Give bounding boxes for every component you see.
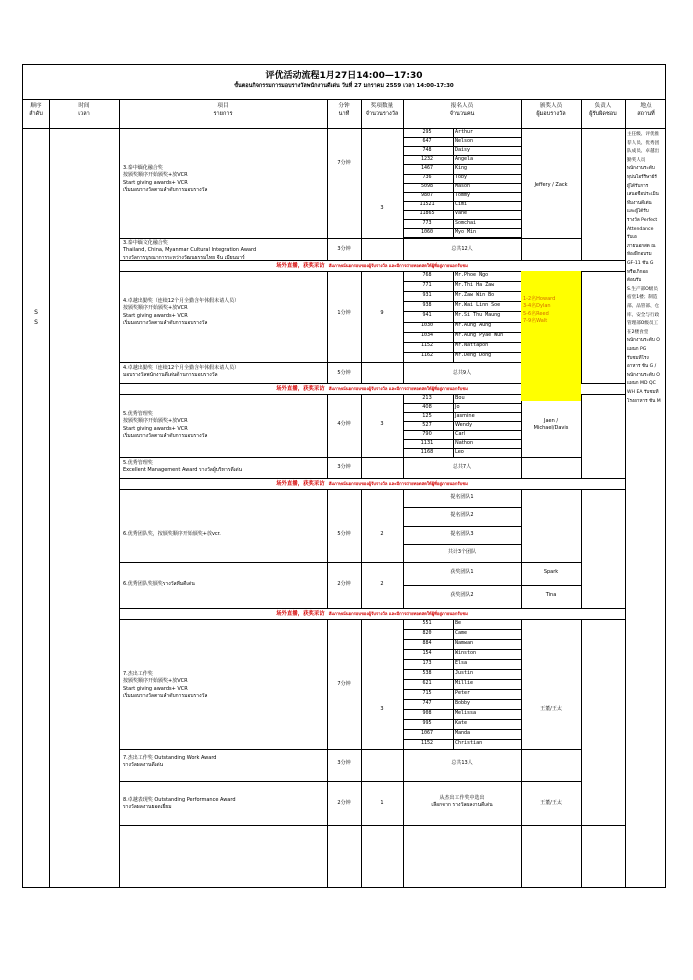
grid-vline [361,489,362,608]
minutes: 5分钟 [337,531,351,537]
name-label: Mr.Aung Aung [455,322,492,328]
presenter: 王董/王太 [540,800,562,806]
grid-vline [327,128,328,260]
item-text-line: Excellent Management Award รางวัลผู้บริหารดีเด่น [123,467,243,474]
presenter: Michael/Davis [533,425,569,432]
page-title: 评优活动流程1月27日14:00—17:30 [265,71,423,81]
seq-value: S [34,319,38,326]
location-line: 管理部O级员工 [627,321,659,327]
name-label: Somchai [455,219,477,226]
name-label: Nathon [455,439,474,446]
grid-vline [453,271,454,362]
location-line: ทีมงานดีเด่น [627,200,652,206]
name-label: Carl [455,430,465,437]
name-label: Nelson [455,137,474,144]
name-id: 11865 [419,210,435,217]
location-line: 队成员、卓越出 [627,149,660,155]
name-id: 820 [422,629,432,636]
team-label: 获奖团队2 [450,592,474,598]
names-note: เลือกจาก รางวัลผลงานดีเด่น [431,802,493,809]
name-label: Mr.Thi Ha Zaw [455,281,495,288]
name-label: Leo [455,448,464,455]
location-line: GF-11 ชั้น G [627,261,654,266]
name-label: Mr.Aung Pyae Wun [455,332,504,339]
name-label: Came [455,629,468,636]
item-text-line: เริ่มมอบรางวัลตามลำดับการมอบรางวัล [123,693,208,700]
header-names: 报名人员 จำนวนคน [449,103,475,117]
live-interview-label: 场外直播，获奖采访 สัมภาษณ์นอกรอบของผู้รับรางวัล และมีการถ่ายทอดสดให้ผู้ที่อยู่ภายนอกรับชม [276,480,468,487]
name-id: 1467 [420,164,434,171]
name-label: Mason [455,183,471,190]
grid-vline [625,99,626,128]
team-label: 获奖团队1 [450,569,474,575]
name-id: 1030 [420,322,434,328]
grid-hline [119,362,581,363]
presenter: Spark [543,569,559,575]
minutes: 3分钟 [337,760,351,766]
name-label: Myo Min [455,228,477,235]
item-text-line: 5.优秀管理奖 [123,460,153,466]
item-text-line: 6.优秀团队奖，按颁奖顺序开始颁奖+放vcr. [123,531,221,537]
name-id: 771 [422,281,432,288]
location-line: WH EA รับชมที่ [627,390,659,395]
grid-hline [119,781,581,782]
grid-hline [119,489,625,490]
name-id: 1162 [420,352,434,359]
item-text-line: 按颁奖顺序开始颁奖+放VCR [123,418,188,425]
name-id: 941 [422,311,432,318]
grid-vline [521,394,522,478]
minutes: 3分钟 [337,464,351,470]
name-id: 551 [422,619,432,626]
grid-vline [581,128,582,260]
item-text-line: 按颁奖顺序开始颁奖+放VCR [123,172,188,179]
page-subtitle: ขั้นตอนกิจกรรมการมอบรางวัลพนักงานดีเด่น วันที่ 27 มกราคม 2559 เวลา 14:00-17:30 [234,83,454,89]
name-id: 125 [422,412,432,419]
name-id: 931 [422,291,432,298]
team-label: 共计3个团队 [447,548,477,555]
presenter: 王董/王太 [540,706,562,712]
location-line: ผู้ได้รับการ [627,183,649,189]
schedule-page [22,64,666,888]
name-label: Peter [455,689,471,696]
grid-vline [521,619,522,888]
minutes: 5分钟 [337,370,351,376]
grid-hline [119,619,625,620]
presenter: Jaen / [543,418,559,424]
name-label: Toby [455,174,468,180]
header-owner: 负责人 ผู้รับผิดชอบ [589,103,617,117]
location-line: รับชมที่โรง [627,355,649,361]
award-count: 2 [380,581,384,587]
grid-vline [521,99,522,128]
name-id: 790 [422,430,432,437]
name-label: Mr.Wai Linn Soe [455,301,501,308]
total-count: 总共7人 [452,464,472,470]
grid-hline [119,749,581,750]
name-label: Kate [455,719,468,726]
name-id: 747 [422,699,432,706]
name-id: 9807 [420,192,434,199]
grid-hline [403,544,521,545]
name-id: 1152 [420,342,434,349]
location-line: และผู้ได้รับ [627,209,649,215]
item-text-line: มอบรางวัลพนักงานดีเด่นด้านการมอบรางวัล [123,372,218,379]
minutes: 2分钟 [337,581,351,587]
total-count: 总共13人 [451,760,473,766]
name-id: 715 [422,689,432,696]
grid-hline [119,238,581,239]
item-text-line: 5.优秀管理奖 [123,411,153,417]
location-line: ต้อนรับ [627,278,642,284]
name-id: 154 [422,649,432,656]
location-line: แผนก MD QC [627,381,656,387]
item-text-line: เริ่มมอบรางวัลตามลำดับการมอบรางวัล [123,433,208,440]
team-label: 提名团队1 [450,494,474,500]
item-text-line: 6.优秀团队奖颁奖รางวัลทีมดีเด่น [123,581,195,587]
item-text-line: 7.杰出工作奖 [123,671,153,677]
grid-vline [327,99,328,128]
name-label: Manda [455,729,471,736]
location-line: 库、安全与行政 [627,312,660,318]
name-id: 11521 [419,201,435,208]
location-line: Attendance [627,226,654,232]
item-text-line: รางวัลผลงานดีเด่น [123,762,164,769]
award-count: 3 [380,205,384,211]
minutes: 7分钟 [337,681,351,687]
presenter-line: 7-9名Walt [523,318,548,325]
item-text-line: 4.卓越出勤奖（连续12个月全勤含年休假未请人员） [123,298,240,304]
name-id: 1131 [420,439,434,446]
grid-hline [403,507,521,508]
grid-vline [581,99,582,128]
name-id: 1060 [420,228,434,235]
location-line: 荐人员、优秀团 [627,140,660,146]
name-label: Vane [455,210,468,217]
name-label: Namwan [455,639,474,646]
name-label: Angela [455,155,474,162]
name-label: Arthur [455,128,474,135]
header-location: 地点 สถานที่ [637,103,655,117]
header-item: 项目 รายการ [213,103,233,117]
header-time: 时间 เวลา [78,103,90,117]
name-label: Be [455,619,462,626]
name-label: Jasmine [455,412,475,419]
item-text-line: Thailand, China, Myanmar Cultural Integration Award [123,247,257,254]
grid-vline [361,99,362,128]
minutes: 1分钟 [337,310,351,316]
header-count: 奖项数量 จำนวนรางวัล [365,103,399,117]
header-seq: 顺序 ลำดับ [29,103,43,117]
location-line: รางวัล Perfect [627,218,658,223]
total-count: 总共9人 [452,370,472,376]
name-label: Millie [455,679,474,686]
grid-vline [361,394,362,478]
location-line: S.生产部O级员 [627,286,658,292]
grid-vline [453,128,454,237]
name-id: 1168 [420,448,434,455]
name-label: Mr.Si Thu Maung [455,311,501,318]
minutes: 2分钟 [337,800,351,806]
location-line: พนักงานระดับ [627,166,655,172]
name-label: Mr.Zaw Win Bo [455,291,495,298]
seq-value: S [34,309,38,316]
name-label: Jo [455,403,460,410]
item-text-line: Start giving awards+ VCR [123,425,188,432]
name-id: 621 [422,679,432,686]
name-id: 995 [422,719,432,726]
item-text-line: 按颁奖顺序开始颁奖+放VCR [123,678,188,685]
location-line: 在2楼食堂 [627,329,649,335]
grid-hline [119,825,625,826]
location-line: เสนอชื่อประเมิน [627,192,659,198]
item-text-line: 3.泰中缅化融合奖 [123,165,163,171]
presenter-line: 1-2名Howard [523,296,556,302]
grid-vline [581,489,582,608]
minutes: 3分钟 [337,246,351,252]
award-count: 3 [380,421,384,427]
item-text-line: 3.泰中缅文化融合奖 [123,240,168,246]
item-text-line: เริ่มมอบรางวัลตามลำดับการมอบรางวัล [123,320,208,327]
location-line: หรือเก็กออ [627,269,648,275]
name-id: 173 [422,659,432,666]
location-line: พนักงานระดับ O [627,372,660,378]
header-minutes: 分钟 นาที [338,103,350,117]
name-id: 884 [422,639,432,646]
name-label: Wendy [455,421,473,428]
name-id: 773 [422,219,432,226]
award-count: 2 [380,531,384,537]
grid-vline [327,489,328,608]
location-line: รับเอ [627,235,637,241]
presenter: Jeffery / Zack [534,182,568,188]
grid-hline [403,526,521,527]
name-id: 768 [422,271,432,278]
item-text-line: 按颁奖顺序开始颁奖+放VCR [123,305,188,312]
live-interview-label: 场外直播，获奖采访 สัมภาษณ์นอกรอบของผู้รับรางวัล และมีการถ่ายทอดสดให้ผู้ที่อยู่ภายนอกรับชม [276,262,468,269]
name-label: Bou [455,394,465,401]
name-id: 5098 [420,183,434,190]
grid-hline [403,585,581,586]
item-text-line: Start giving awards+ VCR [123,312,188,319]
location-line: พนักงานระดับ O [627,338,660,344]
live-interview-label: 场外直播，获奖采访 สัมภาษณ์นอกรอบของผู้รับรางวัล และมีการถ่ายทอดสดให้ผู้ที่อยู่ภายนอกรับชม [276,385,468,392]
name-label: Winston [455,649,477,656]
presenter-line: 5-6名Reed [523,310,549,317]
presenter-line: 3-4名Dylan [523,303,551,310]
grid-vline [453,394,454,457]
award-count: 9 [380,310,384,316]
location-line: 勤奖人员 [627,157,646,163]
grid-vline [521,489,522,608]
name-label: Mr.Nattapon [455,342,489,349]
live-interview-label: 场外直播，获奖采访 สัมภาษณ์นอกรอบของผู้รับรางวัล และมีการถ่ายทอดสดให้ผู้ที่อยู่ภายนอกรับชม [276,610,468,617]
minutes: 7分钟 [337,160,351,166]
presenter: Tina [545,592,557,598]
grid-vline [361,271,362,383]
location-line: หุปนไอร์ริษาย์ร์ [627,175,657,180]
location-line: 宿堂1楼；制造 [627,295,658,301]
grid-vline [625,128,626,888]
grid-vline [119,99,120,128]
name-id: 1152 [420,739,434,746]
total-count: 总共12人 [451,246,473,252]
grid-vline [327,619,328,888]
item-text-line: Start giving awards+ VCR [123,179,188,186]
location-line: โรงอาหาร ชั้น M [627,398,661,404]
name-id: 647 [422,137,432,144]
name-label: Tommy [455,192,471,199]
item-text-line: Start giving awards+ VCR [123,685,188,692]
item-text-line: 7.杰出工作奖 Outstanding Work Award [123,755,217,761]
item-text-line: รางวัลการบูรณาการระหว่างวัฒนธรรมไทย จีน เมียนมาร์ [123,254,245,261]
grid-vline [521,128,522,260]
name-id: 1067 [420,729,434,736]
name-id: 527 [422,421,432,428]
header-presenter: 颁奖人员 ผู้มอบรางวัล [536,103,566,117]
grid-vline [49,128,50,888]
name-id: 1232 [420,155,434,162]
name-id: 748 [422,146,432,153]
name-label: Cimi [455,201,468,208]
team-label: 提名团队2 [450,512,474,519]
location-line: 部、品管部、仓 [627,304,660,309]
award-count: 1 [380,800,384,806]
location-line: 主任级、评优推 [627,132,660,137]
award-count: 3 [380,706,384,712]
minutes: 4分钟 [337,421,351,427]
name-id: 295 [422,128,432,135]
name-label: King [455,164,468,171]
item-text-line: เริ่มมอบรางวัลตามลำดับการมอบรางวัล [123,187,208,194]
name-label: Christian [455,739,483,746]
grid-vline [119,128,120,888]
location-line: อาหาร ชั้น G / [627,364,657,370]
item-text-line: 4.卓越出勤奖（连续12个月全勤含年休假未请人员） [123,365,240,371]
item-text-line: 8.卓越表现奖 Outstanding Performance Award [123,797,236,803]
name-label: Mr.Deng Dong [455,352,492,359]
name-id: 408 [422,403,432,410]
name-id: 538 [422,669,432,676]
name-id: 213 [422,394,432,401]
grid-vline [581,271,582,383]
name-label: Mr.Phoe Ngo [455,271,489,278]
name-id: 938 [422,301,432,308]
grid-vline [327,271,328,383]
grid-vline [361,619,362,888]
name-id: 1034 [420,332,434,339]
name-label: Daisy [455,146,471,153]
name-label: Melissa [455,709,477,716]
grid-hline [119,562,581,563]
name-id: 736 [422,174,432,180]
names-note: 从杰出工作奖中选出 [439,795,485,801]
grid-vline [361,128,362,260]
grid-hline [119,457,581,458]
grid-vline [403,99,404,128]
item-text-line: รางวัลผลงานยอดเยี่ยม [123,804,172,811]
grid-vline [581,619,582,888]
location-line: แผนก PG [627,347,647,352]
name-label: Justin [455,669,474,676]
location-line: ภายนอกสด ณ [627,243,656,249]
location-line: ห้องฝึกอบรม [627,252,652,258]
team-label: 提名团队3 [450,530,474,537]
grid-vline [453,619,454,749]
name-label: Bobby [455,699,471,706]
grid-vline [581,394,582,478]
grid-vline [49,99,50,128]
name-id: 908 [422,709,432,716]
name-label: Elsa [455,659,468,666]
